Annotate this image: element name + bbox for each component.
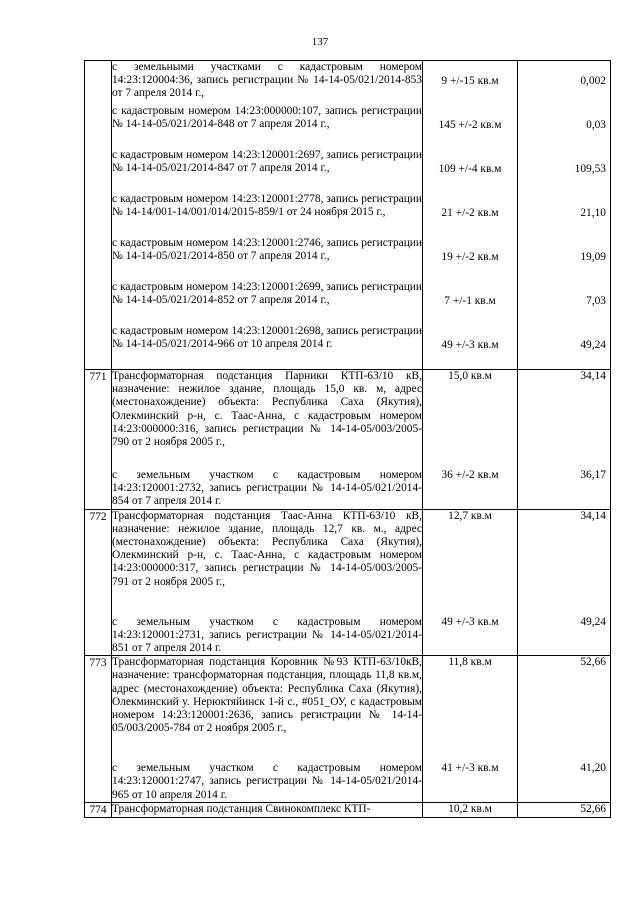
building-area: 10,2 кв.м	[448, 802, 492, 815]
description-cell	[112, 656, 423, 803]
area-cell	[423, 509, 518, 656]
building-value: 52,66	[580, 656, 606, 669]
table-row	[85, 656, 611, 803]
parcel-area: 36 +/-2 кв.м	[441, 469, 499, 481]
value-cell	[518, 509, 611, 656]
page-number: 137	[311, 36, 329, 48]
parcel-area: 7 +/-1 кв.м	[444, 295, 496, 307]
building-value: 52,66	[580, 802, 606, 815]
parcel-value: 0,002	[580, 75, 606, 87]
parcel-value: 7,03	[586, 295, 606, 307]
table-row	[85, 61, 611, 370]
value-cell	[518, 656, 611, 803]
building-description: Трансформаторная подстанция Свинокомплекс КТП-	[112, 802, 371, 815]
row-number-cell: 771	[85, 370, 112, 510]
row-number-cell: 772	[85, 509, 112, 656]
description-cell	[112, 509, 423, 656]
parcel-area: 145 +/-2 кв.м	[438, 119, 502, 131]
value-cell	[518, 802, 611, 817]
parcel-description: с кадастровым номером 14:23:120001:2697, запись регистрации № 14-14-05/021/2014-847 от 7 апреля 2014 г.,	[112, 149, 422, 175]
parcel-description: с кадастровым номером 14:23:120001:2778, запись регистрации № 14-14/001-14/001/014/2015-859/1 от 24 ноября 2015 г.,	[112, 193, 422, 219]
value-cell	[518, 61, 611, 370]
parcel-description: с земельным участком с кадастровым номером 14:23:120001:2732, запись регистрации № 14-14-05/021/2014-854 от 7 апреля 2014 г.	[112, 469, 422, 508]
building-area: 12,7 кв.м	[448, 509, 492, 522]
building-value: 34,14	[580, 509, 606, 522]
description-cell	[112, 370, 423, 510]
parcel-value: 41,20	[580, 762, 606, 775]
parcel-area: 21 +/-2 кв.м	[441, 207, 499, 219]
parcel-description: с кадастровым номером 14:23:120001:2698, запись регистрации № 14-14-05/021/2014-966 от 10 апреля 2014 г.	[112, 325, 422, 351]
parcel-description: с земельным участком с кадастровым номером 14:23:120001:2747, запись регистрации № 14-14-05/021/2014-965 от 10 апреля 2014 г.	[112, 762, 422, 801]
value-cell	[518, 370, 611, 510]
parcel-value: 36,17	[580, 469, 606, 481]
parcel-area: 9 +/-15 кв.м	[441, 75, 499, 87]
parcel-value: 19,09	[580, 251, 606, 263]
parcel-area: 49 +/-3 кв.м	[441, 615, 499, 628]
building-description: Трансформаторная подстанция Таас-Анна КТП-63/10 кВ, назначение: нежилое здание, площадь 12,7 кв. м., адрес (местонахождение) объекта: Республика Саха (Якутия), Олекминский р-н, с. Таас-Анна, с кадастровым номером 14:23:000000:317, запись регистрации № 14-14-05/003/2005-791 от 2 ноября 2005 г.,	[112, 509, 422, 588]
building-area: 15,0 кв.м	[448, 370, 492, 382]
parcel-description: с земельным участком с кадастровым номером 14:23:120001:2731, запись регистрации № 14-14-05/021/2014-851 от 7 апреля 2014 г.	[112, 615, 422, 655]
parcel-description: с земельными участками с кадастровым номером 14:23:120004:36, запись регистрации № 14-14-05/021/2014-853 от 7 апреля 2014 г.,	[112, 61, 422, 100]
area-cell	[423, 61, 518, 370]
parcel-description: с кадастровым номером 14:23:120001:2699, запись регистрации № 14-14-05/021/2014-852 от 7 апреля 2014 г.,	[112, 281, 422, 307]
building-description: Трансформаторная подстанция Коровник №93 КТП-63/10кВ, назначение: трансформаторная подстанция, площадь 11,8 кв.м, адрес (местонахождение) объекта: Республика Саха (Якутия), Олекминский у. Нерюктяйинск 1-й с., #051_ОУ, с кадастровым номером 14:23:120001:2636, запись регистрации № 14-14-05/003/2005-784 от 2 ноября 2005 г.,	[112, 656, 422, 735]
building-area: 11,8 кв.м	[448, 656, 492, 669]
row-number-cell: 774	[85, 802, 112, 817]
parcel-value: 0,03	[586, 119, 606, 131]
table-row	[85, 370, 611, 510]
parcel-area: 41 +/-3 кв.м	[441, 762, 499, 775]
parcel-area: 49 +/-3 кв.м	[441, 339, 499, 351]
area-cell	[423, 802, 518, 817]
building-value: 34,14	[580, 370, 606, 382]
row-number-cell: 773	[85, 656, 112, 803]
parcel-area: 19 +/-2 кв.м	[441, 251, 499, 263]
parcel-value: 109,53	[574, 163, 606, 175]
property-registry-table	[84, 60, 611, 818]
parcel-description: с кадастровым номером 14:23:120001:2746, запись регистрации № 14-14-05/021/2014-850 от 7 апреля 2014 г.,	[112, 237, 422, 263]
parcel-area: 109 +/-4 кв.м	[438, 163, 502, 175]
area-cell	[423, 656, 518, 803]
area-cell	[423, 370, 518, 510]
parcel-value: 49,24	[580, 615, 606, 628]
description-cell	[112, 61, 423, 370]
row-number-cell	[85, 61, 112, 370]
table-row	[85, 509, 611, 656]
description-cell	[112, 802, 423, 817]
parcel-description: с кадастровым номером 14:23:000000:107, запись регистрации № 14-14-05/021/2014-848 от 7 апреля 2014 г.,	[112, 105, 422, 131]
table-row	[85, 802, 611, 817]
building-description: Трансформаторная подстанция Парники КТП-63/10 кВ, назначение: нежилое здание, площадь 15,0 кв. м, адрес (местонахождение) объекта: Республика Саха (Якутия), Олекминский р-н, с. Таас-Анна, с кадастровым номером 14:23:000000:316, запись регистрации № 14-14-05/003/2005-790 от 2 ноября 2005 г.,	[112, 370, 422, 449]
parcel-value: 49,24	[580, 339, 606, 351]
parcel-value: 21,10	[580, 207, 606, 219]
